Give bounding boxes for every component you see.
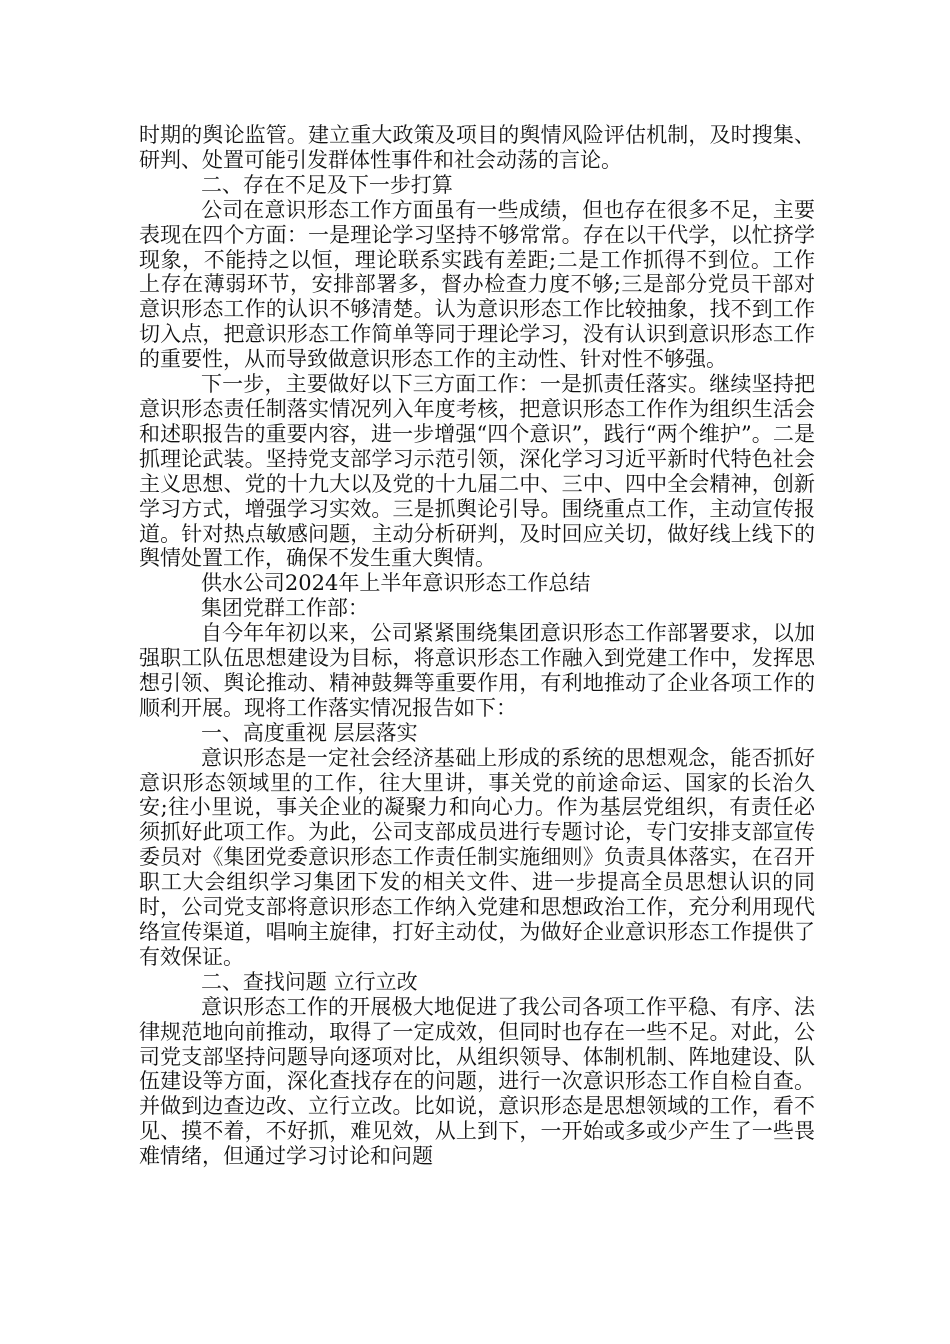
document-title: 供水公司2024年上半年意识形态工作总结	[200, 571, 591, 596]
section-heading: 二、存在不足及下一步打算	[200, 172, 453, 197]
salutation: 集团党群工作部：	[200, 596, 369, 621]
body-paragraph: 公司在意识形态工作方面虽有一些成绩，但也存在很多不足，主要表现在四个方面：一是理论学习坚持不够常常。存在以干代学，以忙挤学现象，不能持之以恒，理论联系实践有差距;二是工作抓得不到位。工作上存在薄弱环节，安排部署多，督办检查力度不够;三是部分党员干部对意识形态工作的认识不够清楚。认为意识形态工作比较抽象，找不到工作切入点，把意识形态工作简单等同于理论学习，没有认识到意识形态工作的重要性，从而导致做意识形态工作的主动性、针对性不够强。	[139, 197, 815, 372]
continuation-paragraph: 时期的舆论监管。建立重大政策及项目的舆情风险评估机制，及时搜集、研判、处置可能引发群体性事件和社会动荡的言论。	[139, 123, 815, 172]
document-page	[139, 123, 815, 1169]
body-paragraph: 下一步，主要做好以下三方面工作：一是抓责任落实。继续坚持把意识形态责任制落实情况列入年度考核，把意识形态工作作为组织生活会和述职报告的重要内容，进一步增强“四个意识”，践行“两个维护”。二是抓理论武装。坚持党支部学习示范引领，深化学习习近平新时代特色社会主义思想、党的十九大以及党的十九届二中、三中、四中全会精神，创新学习方式，增强学习实效。三是抓舆论引导。围绕重点工作，主动宣传报道。针对热点敏感问题，主动分析研判，及时回应关切，做好线上线下的舆情处置工作，确保不发生重大舆情。	[139, 372, 815, 571]
body-paragraph: 意识形态是一定社会经济基础上形成的系统的思想观念，能否抓好意识形态领域里的工作，往大里讲，事关党的前途命运、国家的长治久安;往小里说，事关企业的凝聚力和向心力。作为基层党组织，有责任必须抓好此项工作。为此，公司支部成员进行专题讨论，专门安排支部宣传委员对《集团党委意识形态工作责任制实施细则》负责具体落实，在召开职工大会组织学习集团下发的相关文件、进一步提高全员思想认识的同时，公司党支部将意识形态工作纳入党建和思想政治工作，充分利用现代络宣传渠道，唱响主旋律，打好主动仗，为做好企业意识形态工作提供了有效保证。	[139, 745, 815, 969]
section-heading: 二、查找问题 立行立改	[200, 969, 418, 994]
body-paragraph: 意识形态工作的开展极大地促进了我公司各项工作平稳、有序、法律规范地向前推动，取得了一定成效，但同时也存在一些不足。对此，公司党支部坚持问题导向逐项对比，从组织领导、体制机制、阵地建设、队伍建设等方面，深化查找存在的问题，进行一次意识形态工作自检自查。并做到边查边改、立行立改。比如说，意识形态是思想领域的工作，看不见、摸不着，不好抓，难见效，从上到下，一开始或多或少产生了一些畏难情绪，但通过学习讨论和问题	[139, 994, 815, 1169]
section-heading: 一、高度重视 层层落实	[200, 720, 418, 745]
body-paragraph: 自今年年初以来，公司紧紧围绕集团意识形态工作部署要求，以加强职工队伍思想建设为目标，将意识形态工作融入到党建工作中，发挥思想引领、舆论推动、精神鼓舞等重要作用，有利地推动了企业各项工作的顺利开展。现将工作落实情况报告如下：	[139, 621, 815, 720]
